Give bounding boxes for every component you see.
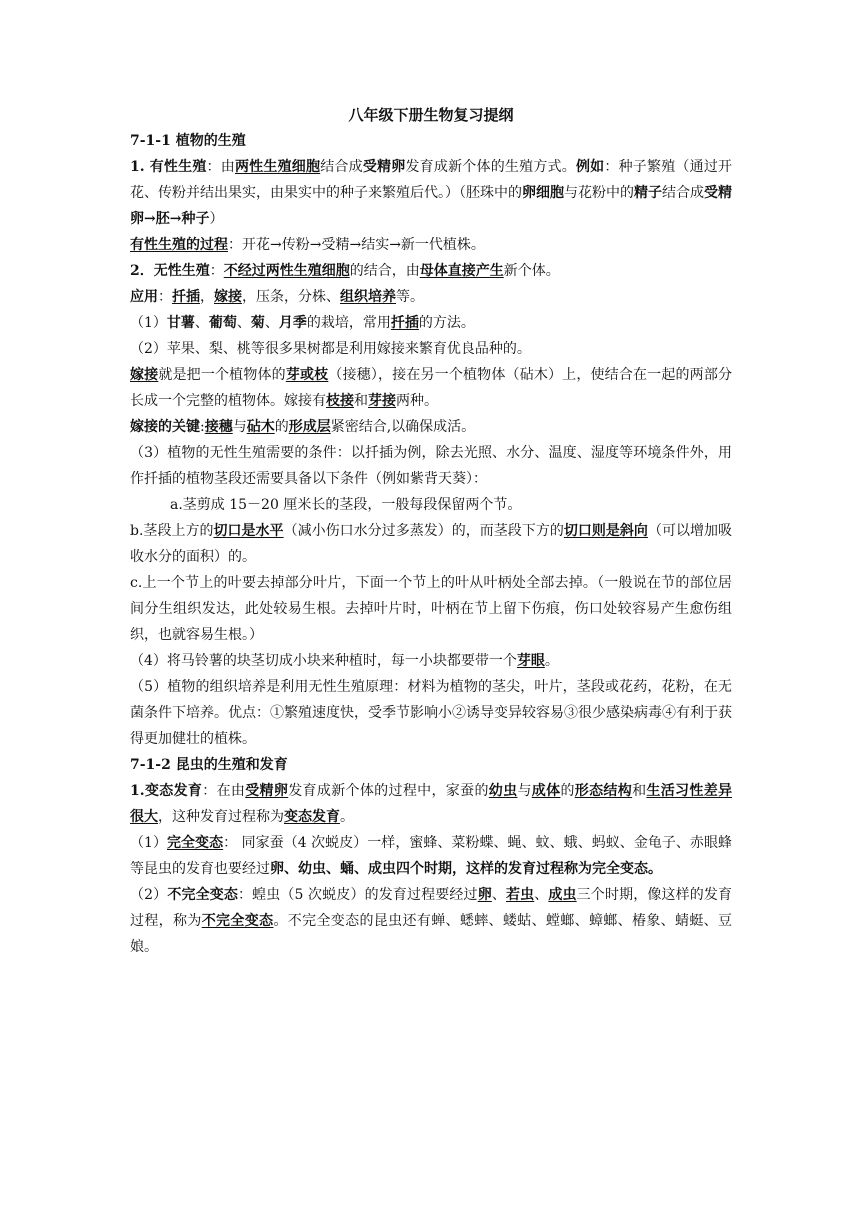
text-run: 成体 <box>531 783 561 799</box>
paragraph <box>130 492 732 518</box>
text-run: 嫁接的关键 <box>130 419 200 435</box>
text-run <box>564 523 648 539</box>
text-run: 芽眼 <box>516 653 545 669</box>
text-run: 母体直接产生 <box>419 263 504 279</box>
paragraph <box>130 362 732 414</box>
text-run: （2） <box>130 887 168 903</box>
text-run <box>224 263 350 279</box>
text-run: 、 <box>534 887 549 903</box>
text-run: 发育成新个体的生殖方式。 <box>405 159 576 175</box>
text-run: 例如 <box>575 159 605 175</box>
text-run: 精子 <box>634 185 662 201</box>
text-run: 月季 <box>278 315 307 331</box>
text-run: 芽接 <box>368 393 396 409</box>
text-run: ：在由 <box>202 783 246 799</box>
text-run: b.茎段上方的 <box>130 523 214 539</box>
text-run: 嫁接 <box>214 289 242 305</box>
text-run: 2．无性生殖 <box>130 263 210 279</box>
text-run: 的 <box>560 783 575 799</box>
text-run: 结合成 <box>662 185 704 201</box>
document-title: 八年级下册生物复习提纲 <box>348 106 514 124</box>
text-run: 应用 <box>130 289 158 305</box>
text-run: 芽或枝 <box>285 367 329 383</box>
text-run: 幼虫 <box>488 783 518 799</box>
text-run <box>478 887 492 903</box>
text-run <box>575 783 632 799</box>
text-run: （接穗），接在另一个植物体（砧木）上，使结合在一起的两部分长成一个完整的植物体。嫁接有 <box>130 367 733 409</box>
text-run <box>340 289 396 305</box>
text-run: 、 <box>264 315 279 331</box>
text-run: 形态结构 <box>574 783 633 799</box>
text-run: 与 <box>232 419 247 435</box>
text-run: 和 <box>354 393 368 409</box>
text-run <box>130 367 158 383</box>
text-run: 。 <box>544 653 559 669</box>
text-run: （5）植物的组织培养是利用无性生殖原理：材料为植物的茎尖，叶片，茎段或花药，花粉，在无菌条件下培养。优点：①繁殖速度快，受季节影响小②诱导变异较容易③很少感染病毒④有利于获得更加健壮的植株。 <box>130 679 732 747</box>
text-run: （3）植物的无性生殖需要的条件：以扦插为例，除去光照、水分、温度、湿度等环境条件外，用作扦插的植物茎段还需要具备以下条件（例如紫背天葵）： <box>130 445 732 487</box>
text-run <box>506 887 534 903</box>
text-run: 有性生殖的过程 <box>130 237 228 253</box>
text-run: a.茎剪成 15－20 厘米长的茎段，一般每段保留两个节。 <box>170 497 522 513</box>
text-run: 枝接 <box>326 393 354 409</box>
paragraph <box>130 414 732 440</box>
text-run <box>289 419 331 435</box>
text-run: 卵 <box>477 887 492 903</box>
text-run: 、 <box>194 315 209 331</box>
text-run: ，压条，分株、 <box>242 289 340 305</box>
text-run <box>420 263 504 279</box>
text-run: 切口是水平 <box>213 523 284 539</box>
text-run: 两性生殖细胞 <box>234 159 321 175</box>
text-run <box>172 289 200 305</box>
text-run: 形成层 <box>288 419 331 435</box>
text-run: 嫁接 <box>130 367 159 383</box>
paragraph <box>130 648 732 674</box>
paragraph <box>130 674 732 752</box>
text-run: 结合成 <box>320 159 363 175</box>
text-run <box>167 835 223 851</box>
text-run: : <box>200 419 205 435</box>
text-run: 组织培养 <box>340 289 396 305</box>
text-run <box>214 523 284 539</box>
text-run: 生活习性差异很大 <box>130 783 733 825</box>
text-run: 的方法。 <box>418 315 475 331</box>
text-run: 接穗 <box>204 419 233 435</box>
text-run <box>247 419 275 435</box>
text-run: 若虫 <box>505 887 535 903</box>
text-run: 扦插 <box>172 289 200 305</box>
text-run <box>489 783 518 799</box>
section-heading <box>130 128 732 154</box>
text-run: 受精卵→胚→种子 <box>130 185 732 227</box>
text-run: 与花粉中的 <box>564 185 634 201</box>
text-run: 7-1-2 昆虫的生殖和发育 <box>130 757 288 773</box>
text-run <box>214 289 242 305</box>
paragraph <box>130 440 732 492</box>
text-run: 扦插 <box>390 315 419 331</box>
paragraph <box>130 284 732 310</box>
text-run: 不完全变态 <box>167 887 239 903</box>
text-run: 切口则是斜向 <box>563 523 648 539</box>
paragraph <box>130 882 732 960</box>
text-run <box>548 887 576 903</box>
text-run: 就是把一个植物体的 <box>158 367 286 383</box>
text-run <box>202 913 274 929</box>
text-run: 、 <box>491 887 506 903</box>
paragraph <box>130 778 732 830</box>
text-run <box>391 315 419 331</box>
text-run: 和 <box>632 783 647 799</box>
text-run: 。不完全变态的昆虫还有蝉、蟋蟀、蝼蛄、螳螂、蟑螂、椿象、蜻蜓、豆娘。 <box>130 913 733 955</box>
text-run: 1.变态发育 <box>130 783 203 799</box>
text-run <box>326 393 354 409</box>
text-run: 新个体。 <box>503 263 560 279</box>
text-run: ： <box>209 263 224 279</box>
text-run: 7-1-1 植物的生殖 <box>130 133 246 149</box>
paragraph <box>130 232 732 258</box>
text-run: ， <box>200 289 214 305</box>
text-run: （4）将马铃薯的块茎切成小块来种植时，每一小块都要带一个 <box>130 653 517 669</box>
text-run <box>235 159 320 175</box>
text-run: ： <box>158 289 172 305</box>
text-run <box>286 367 329 383</box>
text-run: 发育成新个体的过程中，家蚕的 <box>288 783 489 799</box>
text-run <box>130 237 228 253</box>
text-run: 葡萄 <box>208 315 237 331</box>
document-page <box>130 102 732 960</box>
text-run: 甘薯 <box>166 315 195 331</box>
text-run: 砧木 <box>246 419 275 435</box>
text-run: ：由 <box>206 159 235 175</box>
text-run: 1. 有性生殖 <box>130 159 207 175</box>
text-run: 等。 <box>396 289 424 305</box>
paragraph <box>130 830 732 882</box>
text-run: 紧密结合,以确保成活。 <box>330 419 476 435</box>
text-run <box>245 783 288 799</box>
text-run: 不完全变态 <box>201 913 274 929</box>
text-run: 完全变态 <box>167 835 224 851</box>
text-run: 变态发育 <box>284 809 340 825</box>
text-run: ：开花→传粉→受精→结实→新一代植株。 <box>228 237 485 253</box>
text-run: 的 <box>274 419 289 435</box>
text-run: （2）苹果、梨、桃等很多果树都是利用嫁接来繁育优良品种的。 <box>130 341 531 357</box>
text-run: 不经过两性生殖细胞 <box>223 263 350 279</box>
text-run: 三个时期，像这样的发育过程，称为 <box>130 887 733 929</box>
text-run: 菊 <box>250 315 265 331</box>
text-run: （1） <box>130 315 167 331</box>
text-run: （1） <box>130 835 167 851</box>
paragraph <box>130 154 732 232</box>
paragraph <box>130 518 732 570</box>
text-run <box>205 419 233 435</box>
text-run <box>532 783 561 799</box>
text-run: 受精卵 <box>245 783 289 799</box>
paragraph <box>130 258 732 284</box>
document-body <box>130 128 732 960</box>
text-run: 、 <box>236 315 251 331</box>
text-run: 受精卵 <box>362 159 406 175</box>
paragraph <box>130 336 732 362</box>
text-run <box>368 393 396 409</box>
text-run: ：种子繁殖（通过开花、传粉并结出果实，由果实中的种子来繁殖后代。）（胚珠中的 <box>130 159 733 201</box>
text-run: ： 同家蚕（4 次蜕皮）一样，蜜蜂、菜粉蝶、蝇、蚊、蛾、蚂蚁、金龟子、赤眼蜂等昆虫的发育也要经过 <box>130 835 732 877</box>
text-run: 与 <box>517 783 532 799</box>
text-run: 卵、幼虫、蛹、成虫四个时期，这样的发育过程称为完全变态。 <box>270 861 662 877</box>
text-run: 的栽培，常用 <box>306 315 391 331</box>
text-run <box>284 809 340 825</box>
text-run: 的结合，由 <box>349 263 420 279</box>
text-run: ，这种发育过程称为 <box>158 809 284 825</box>
section-heading <box>130 752 732 778</box>
text-run: （减小伤口水分过多蒸发）的，而茎段下方的 <box>283 523 564 539</box>
text-run: 成虫 <box>548 887 577 903</box>
text-run: 两种。 <box>396 393 438 409</box>
paragraph <box>130 570 732 648</box>
text-run: c.上一个节上的叶要去掉部分叶片，下面一个节上的叶从叶柄处全部去掉。（一般说在节的部位居间分生组织发达，此处较易生根。去掉叶片时，叶柄在节上留下伤痕，伤口处较容易产生愈伤组织，也就容易生根。） <box>130 575 732 643</box>
text-run: （可以增加吸收水分的面积）的。 <box>130 523 733 565</box>
text-run: 。 <box>340 809 354 825</box>
text-run: ） <box>209 211 224 227</box>
paragraph <box>130 310 732 336</box>
text-run: 卵细胞 <box>522 185 564 201</box>
text-run: ：蝗虫（5 次蜕皮）的发育过程要经过 <box>238 887 478 903</box>
text-run <box>517 653 545 669</box>
